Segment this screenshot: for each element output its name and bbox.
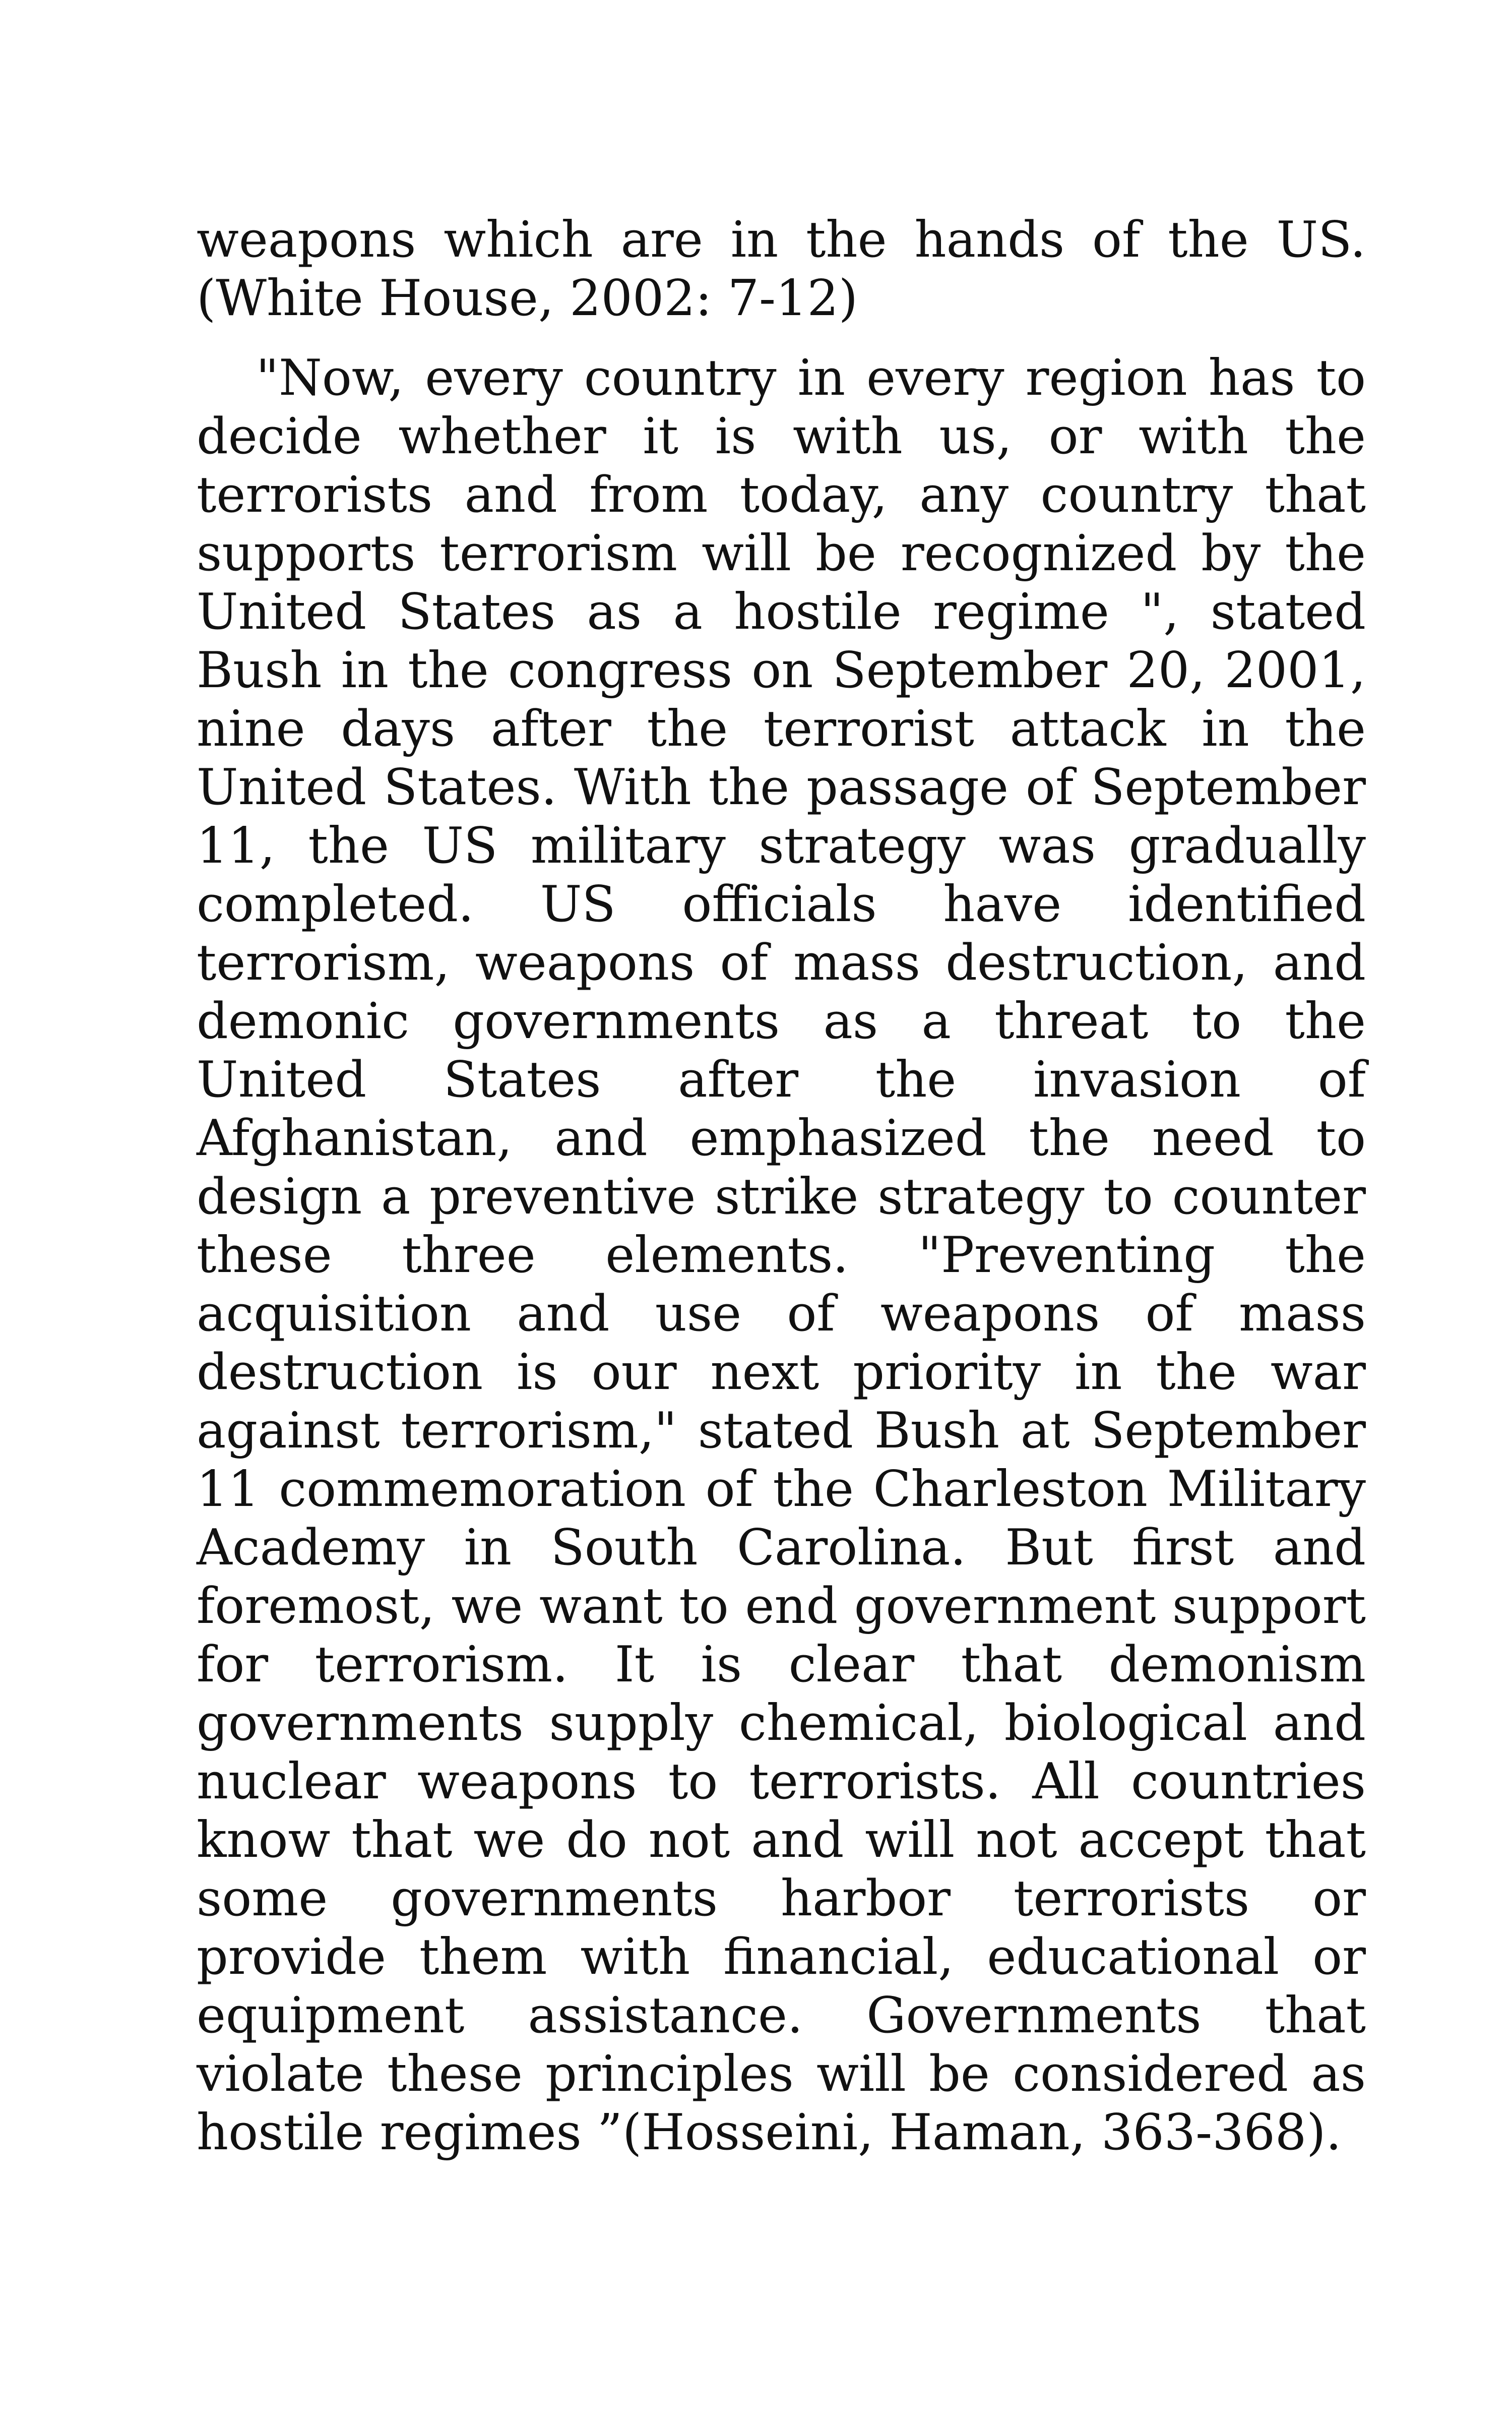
paragraph-bush-quote: "Now, every country in every region has to decide whether it is with us, or with the terrorists and from today, any country that supports terrorism will be recognized by the United States as a hostile regime ", stated Bush in the congress on September 20, 2001, nine days after the terrorist attack in the United States. With the passage of September 11, the US military strategy was gradually completed. US officials have identified terrorism, weapons of mass destruction, and demonic governments as a threat to the United States after the invasion of Afghanistan, and emphasized the need to design a preventive strike strategy to counter these three elements. "Preventing the acquisition and use of weapons of mass destruction is our next priority in the war against terrorism," stated Bush at September 11 commemoration of the Charleston Military Academy in South Carolina. But first and foremost, we want to end government support for terrorism. It is clear that demonism governments supply chemical, biological and nuclear weapons to terrorists. All countries know that we do not and will not accept that some governments harbor terrorists or provide them with financial, educational or equipment assistance. Governments that violate these principles will be considered as hostile regimes ”(Hosseini, Haman, 363-368). [197, 349, 1366, 2161]
paragraph-continuation: weapons which are in the hands of the US. (White House, 2002: 7-12) [197, 211, 1366, 327]
body-text [197, 211, 1366, 2162]
